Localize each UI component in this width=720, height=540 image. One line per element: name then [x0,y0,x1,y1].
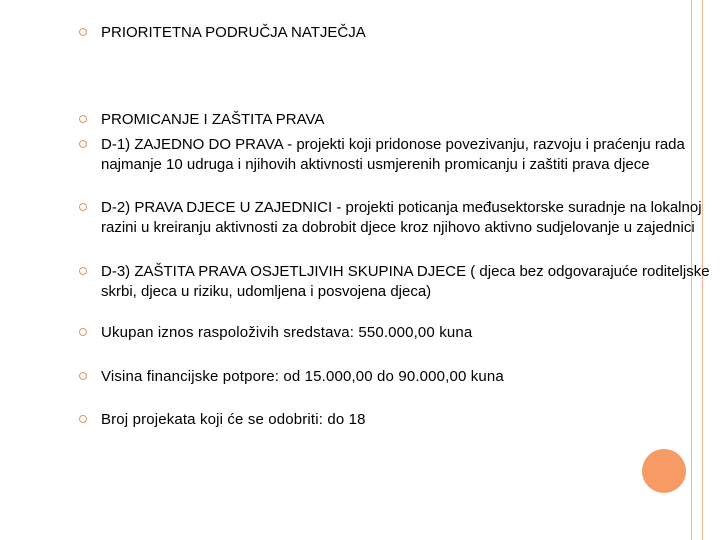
bullet-icon [79,140,87,148]
bullet-icon [79,28,87,36]
bullet-icon [79,328,87,336]
list-item-d3 [101,262,713,302]
list-item-grant-amount [101,367,713,386]
bullet-icon [79,203,87,211]
list-item-d2 [101,198,713,238]
list-item-text: Broj projekata koji će se odobriti: do 18 [101,411,366,428]
list-item-heading: D-1) ZAJEDNO DO PRAVA [101,136,283,153]
list-item-text: ( djeca bez odgovarajuće roditeljske skrbi, djeca u riziku, udomljena i posvojena djeca) [101,263,710,300]
list-item-text: Visina financijske potpore: od 15.000,00 do 90.000,00 kuna [101,368,504,385]
list-item-priority-areas [101,23,713,42]
list-item-text: PRIORITETNA PODRUČJA NATJEČJA [101,24,366,41]
list-item-heading: D-3) ZAŠTITA PRAVA OSJETLJIVIH SKUPINA DJECE [101,263,467,280]
list-item-text: PROMICANJE I ZAŠTITA PRAVA [101,111,325,128]
bullet-icon [79,415,87,423]
list-item-rights-promotion [101,110,713,129]
list-item-text: - projekti koji pridonose povezivanju, razvoju i praćenju rada najmanje 10 udruga i njihovih aktivnosti usmjerenih promicanju i zaštiti prava djece [101,136,685,173]
bullet-icon [79,372,87,380]
list-item-project-count [101,410,713,429]
list-item-d1 [101,135,713,175]
list-item-text: Ukupan iznos raspoloživih sredstava: 550.000,00 kuna [101,324,473,341]
bullet-icon [79,267,87,275]
list-item-heading: D-2) PRAVA DJECE U ZAJEDNICI [101,199,333,216]
list-item-total-funds [101,323,713,342]
bullet-icon [79,115,87,123]
list-item-text: - projekti poticanja međusektorske suradnje na lokalnoj razini u kreiranju aktivnosti za dobrobit djece kroz njihovo aktivno sudjelovanje u zajednici [101,199,702,236]
